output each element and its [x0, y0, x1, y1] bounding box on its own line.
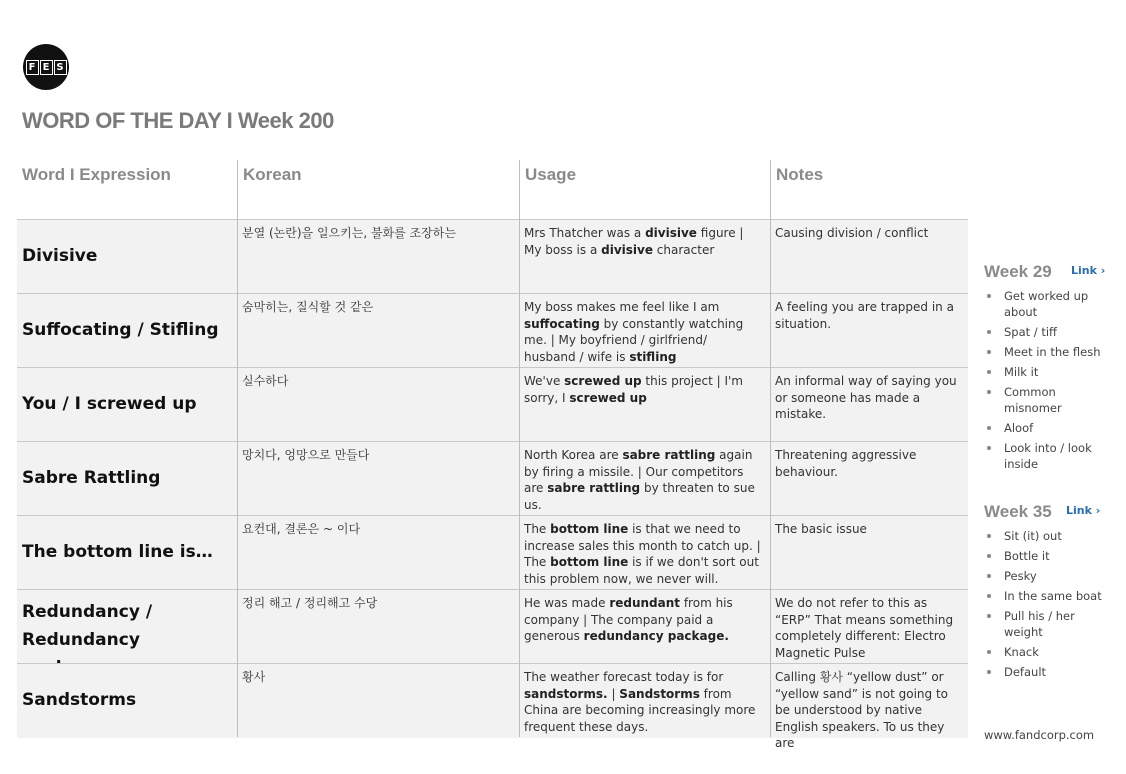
logo-letter: F	[26, 60, 39, 75]
korean-cell: 요컨대, 결론은 ~ 이다	[242, 522, 361, 536]
word-expression: The bottom line is…	[22, 542, 213, 562]
sidebar-week-35	[984, 502, 1124, 684]
sidebar-list-item: Aloof	[984, 420, 1114, 436]
header-notes: Notes	[776, 165, 824, 184]
usage-cell: He was made redundant from his company | The company paid a generous redundancy package.	[524, 596, 733, 643]
header-usage: Usage	[525, 165, 577, 184]
column-divider	[237, 160, 238, 737]
sidebar-list-item: Spat / tiff	[984, 324, 1114, 340]
logo-letter: S	[54, 60, 67, 75]
table-row	[17, 663, 968, 750]
notes-cell: Calling 황사 “yellow dust” or “yellow sand” is not going to be understood by native English speakers. To us they are	[775, 670, 949, 750]
table-row	[17, 589, 968, 664]
word-expression: Sabre Rattling	[22, 468, 161, 488]
table-row	[17, 219, 968, 294]
table-row	[17, 441, 968, 516]
week-title: Week 35	[984, 502, 1052, 521]
usage-cell: The weather forecast today is for sandstorms. | Sandstorms from China are becoming increasingly more frequent these days.	[524, 670, 756, 734]
notes-cell: Threatening aggressive behaviour.	[775, 448, 917, 479]
sidebar-list-item: Common misnomer	[984, 384, 1114, 416]
header-word: Word I Expression	[22, 165, 171, 184]
korean-cell: 실수하다	[242, 374, 289, 388]
week-29-list	[984, 288, 1124, 472]
usage-cell: We've screwed up this project | I'm sorry, I screwed up	[524, 374, 743, 405]
table-row	[17, 367, 968, 442]
column-divider	[770, 160, 771, 737]
sidebar-list-item: Sit (it) out	[984, 528, 1114, 544]
page-title: WORD OF THE DAY I Week 200	[22, 108, 334, 133]
usage-cell: North Korea are sabre rattling again by firing a missile. | Our competitors are sabre rattling by threaten to sue us.	[524, 448, 755, 512]
sidebar-week-29	[984, 262, 1124, 476]
notes-cell: The basic issue	[775, 522, 867, 536]
korean-cell: 황사	[242, 670, 266, 684]
table-row	[17, 515, 968, 590]
sidebar-list-item: Pull his / her weight	[984, 608, 1114, 640]
sidebar-list-item: Knack	[984, 644, 1114, 660]
column-divider	[519, 160, 520, 737]
sidebar-list-item: Meet in the flesh	[984, 344, 1114, 360]
notes-cell: Causing division / conflict	[775, 226, 929, 240]
sidebar-list-item: Default	[984, 664, 1114, 680]
sidebar-list-item: Bottle it	[984, 548, 1114, 564]
word-expression: Suffocating / Stifling	[22, 320, 219, 340]
usage-cell: The bottom line is that we need to increase sales this month to catch up. | The bottom line is if we don't sort out this problem now, we never will.	[524, 522, 761, 586]
week-35-link[interactable]: Link ›	[1066, 504, 1101, 517]
sidebar-list-item: Get worked up about	[984, 288, 1114, 320]
notes-cell: We do not refer to this as “ERP” That means something completely different: Electro Magnetic Pulse	[775, 596, 954, 660]
week-35-list	[984, 528, 1124, 680]
notes-cell: A feeling you are trapped in a situation.	[775, 300, 954, 331]
header-korean: Korean	[243, 165, 302, 184]
korean-cell: 망치다, 엉망으로 만들다	[242, 448, 370, 462]
korean-cell: 정리 해고 / 정리해고 수당	[242, 596, 378, 610]
korean-cell: 분열 (논란)을 일으키는, 불화를 조장하는	[242, 226, 456, 240]
word-expression: Sandstorms	[22, 690, 137, 710]
word-expression: You / I screwed up	[22, 394, 197, 414]
table-row	[17, 293, 968, 368]
week-29-link[interactable]: Link ›	[1071, 264, 1106, 277]
sidebar-list-item: Pesky	[984, 568, 1114, 584]
korean-cell: 숨막히는, 질식할 것 같은	[242, 300, 374, 314]
usage-cell: My boss makes me feel like I am suffocating by constantly watching me. | My boyfriend / girlfriend/ husband / wife is stifling	[524, 300, 744, 364]
footer-url[interactable]: www.fandcorp.com	[984, 728, 1095, 742]
word-expression: Redundancy / Redundancy	[22, 602, 153, 650]
word-expression: Divisive	[22, 246, 98, 266]
sidebar-list-item: In the same boat	[984, 588, 1114, 604]
sidebar-list-item: Look into / look inside	[984, 440, 1114, 472]
week-title: Week 29	[984, 262, 1052, 281]
sidebar-list-item: Milk it	[984, 364, 1114, 380]
usage-cell: Mrs Thatcher was a divisive figure | My boss is a divisive character	[524, 226, 744, 257]
notes-cell: An informal way of saying you or someone has made a mistake.	[775, 374, 957, 421]
fes-logo	[23, 44, 69, 90]
logo-letter: E	[40, 60, 53, 75]
